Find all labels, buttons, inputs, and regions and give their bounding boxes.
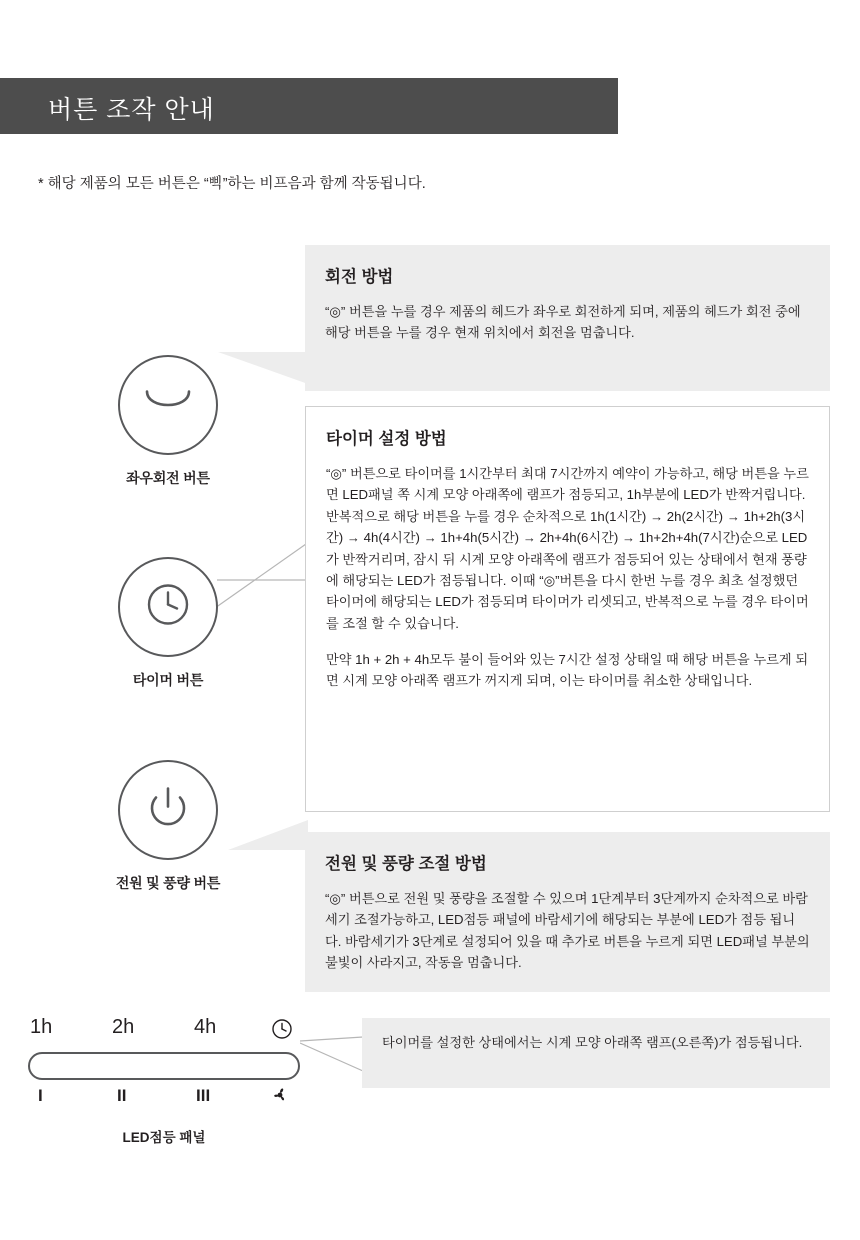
power-button[interactable] (118, 760, 218, 860)
led-speed-3: III (196, 1086, 211, 1105)
clock-icon (146, 583, 190, 632)
callout-rotation-title: 회전 방법 (325, 268, 394, 286)
rotation-icon (144, 388, 192, 423)
timer-button-figure (68, 557, 268, 690)
led-time-4h: 4h (194, 1016, 217, 1038)
power-icon (147, 786, 189, 835)
timer-button[interactable] (118, 557, 218, 657)
clock-icon (271, 1018, 293, 1046)
callout-timer (305, 406, 830, 812)
power-button-label: 전원 및 풍량 버튼 (115, 875, 221, 891)
beep-note: * 해당 제품의 모든 버튼은 “삑”하는 비프음과 함께 작동됩니다. (38, 176, 426, 192)
rotation-button[interactable] (118, 355, 218, 455)
callout-led-lamp-body: 타이머를 설정한 상태에서는 시계 모양 아래쪽 램프(오른쪽)가 점등됩니다. (382, 1035, 803, 1050)
fan-icon (269, 1084, 291, 1111)
led-indicator-bar (28, 1052, 300, 1080)
led-time-labels (24, 1016, 314, 1046)
led-time-2h: 2h (112, 1016, 135, 1038)
rotation-button-figure (68, 355, 268, 488)
led-speed-2: II (117, 1086, 127, 1105)
callout-timer-title: 타이머 설정 방법 (326, 430, 447, 448)
led-speed-marks (24, 1086, 314, 1114)
page-header (0, 78, 618, 134)
power-button-figure (68, 760, 268, 893)
callout-led-lamp (362, 1018, 830, 1088)
rotation-button-label: 좌우회전 버튼 (126, 470, 210, 486)
page-title: 버튼 조작 안내 (48, 96, 215, 124)
led-panel-caption: LED점등 패널 (122, 1130, 206, 1145)
callout-power (305, 832, 830, 992)
callout-rotation-body: “◎” 버튼을 누를 경우 제품의 헤드가 좌우로 회전하게 되며, 제품의 헤드가 회전 중에 해당 버튼을 누를 경우 현재 위치에서 회전을 멈춥니다. (325, 304, 801, 341)
callout-power-body: “◎” 버튼으로 전원 및 풍량을 조절할 수 있으며 1단계부터 3단계까지 순차적으로 바람 세기 조절가능하고, LED점등 패널에 바람세기에 해당되는 부분에 LED가 점등 됩니다. 바람세기가 3단계로 설정되어 있을 때 추가로 버튼을 누르게 되면 LED패널 부분의 불빛이 사라지고, 작동을 멈춥니다. (325, 891, 810, 971)
callout-timer-body-1: “◎” 버튼으로 타이머를 1시간부터 최대 7시간까지 예약이 가능하고, 해당 버튼을 누르면 LED패널 쪽 시계 모양 아래쪽에 램프가 점등되고, 1h부분에 LED가 반짝거립니다. 반복적으로 해당 버튼을 누를 경우 순차적으로 1h(1시간) → 2h(2시간) → 1h+2h(3시간) → 4h(4시간) → 1h+4h(5시간) → 2h+4h(6시간) → 1h+2h+4h(7시간)순으로 LED가 반짝거리며, 잠시 뒤 시계 모양 아래쪽에 램프가 점등되어 있는 상태에서 현재 풍량에 해당되는 LED가 점등됩니다. 이때 “◎”버튼을 다시 한번 누를 경우 최초 설정했던 타이머에 해당되는 LED가 점등되며 타이머가 리셋되고, 반복적으로 누를 경우 타이머를 조절 할 수 있습니다. (326, 466, 809, 631)
timer-button-label: 타이머 버튼 (132, 672, 204, 688)
callout-timer-body-2: 만약 1h + 2h + 4h모두 불이 들어와 있는 7시간 설정 상태일 때 해당 버튼을 누르게 되면 시계 모양 아래쪽 램프가 꺼지게 되며, 이는 타이머를 취소한 상태입니다. (326, 652, 809, 689)
led-speed-1: I (38, 1086, 43, 1105)
callout-rotation (305, 245, 830, 391)
led-panel-figure (24, 1008, 324, 1148)
led-time-1h: 1h (30, 1016, 53, 1038)
paragraph-gap (326, 634, 809, 649)
callout-power-title: 전원 및 풍량 조절 방법 (325, 855, 487, 873)
